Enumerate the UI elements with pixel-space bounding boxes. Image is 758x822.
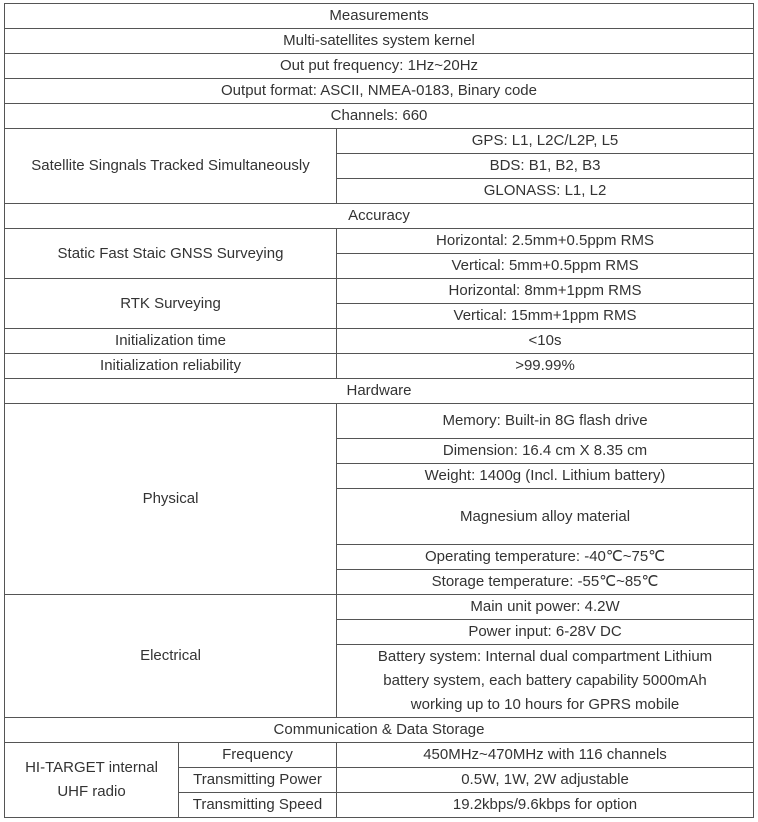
spec-row xyxy=(5,129,754,154)
section-header-hardware: Hardware xyxy=(5,379,754,404)
transmit-speed-value: 19.2kbps/9.6kbps for option xyxy=(337,793,754,818)
spec-row xyxy=(5,29,754,54)
frequency-cell: Out put frequency: 1Hz~20Hz xyxy=(5,54,754,79)
glonass-value: GLONASS: L1, L2 xyxy=(337,179,754,204)
spec-row xyxy=(5,743,754,768)
section-header-accuracy: Accuracy xyxy=(5,204,754,229)
uhf-radio-label-line: HI-TARGET internal xyxy=(25,759,158,776)
transmit-power-label: Transmitting Power xyxy=(179,768,337,793)
dimension-value: Dimension: 16.4 cm X 8.35 cm xyxy=(337,439,754,464)
radio-frequency-value: 450MHz~470MHz with 116 channels xyxy=(337,743,754,768)
section-header-measurements: Measurements xyxy=(5,4,754,29)
power-input-value: Power input: 6-28V DC xyxy=(337,620,754,645)
spec-row xyxy=(5,595,754,620)
spec-row xyxy=(5,404,754,439)
section-row-measurements xyxy=(5,4,754,29)
init-reliability-label: Initialization reliability xyxy=(5,354,337,379)
spec-row xyxy=(5,104,754,129)
uhf-radio-label-line: UHF radio xyxy=(57,783,126,800)
spec-table xyxy=(4,3,754,818)
static-horizontal-value: Horizontal: 2.5mm+0.5ppm RMS xyxy=(337,229,754,254)
init-time-label: Initialization time xyxy=(5,329,337,354)
main-power-value: Main unit power: 4.2W xyxy=(337,595,754,620)
rtk-survey-label: RTK Surveying xyxy=(5,279,337,329)
rtk-horizontal-value: Horizontal: 8mm+1ppm RMS xyxy=(337,279,754,304)
init-reliability-value: >99.99% xyxy=(337,354,754,379)
weight-value: Weight: 1400g (Incl. Lithium battery) xyxy=(337,464,754,489)
section-header-communication: Communication & Data Storage xyxy=(5,718,754,743)
section-row-hardware xyxy=(5,379,754,404)
spec-row xyxy=(5,354,754,379)
storage-temp-value: Storage temperature: -55℃~85℃ xyxy=(337,570,754,595)
spec-row xyxy=(5,54,754,79)
memory-value: Memory: Built-in 8G flash drive xyxy=(337,404,754,439)
spec-row xyxy=(5,329,754,354)
transmit-power-value: 0.5W, 1W, 2W adjustable xyxy=(337,768,754,793)
kernel-cell: Multi-satellites system kernel xyxy=(5,29,754,54)
battery-line: working up to 10 hours for GPRS mobile xyxy=(410,696,680,713)
section-row-accuracy xyxy=(5,204,754,229)
static-vertical-value: Vertical: 5mm+0.5ppm RMS xyxy=(337,254,754,279)
static-survey-label: Static Fast Staic GNSS Surveying xyxy=(5,229,337,279)
radio-frequency-label: Frequency xyxy=(179,743,337,768)
spec-row xyxy=(5,279,754,304)
bds-value: BDS: B1, B2, B3 xyxy=(337,154,754,179)
material-value: Magnesium alloy material xyxy=(337,489,754,545)
section-row-communication xyxy=(5,718,754,743)
rtk-vertical-value: Vertical: 15mm+1ppm RMS xyxy=(337,304,754,329)
spec-row xyxy=(5,79,754,104)
init-time-value: <10s xyxy=(337,329,754,354)
satellite-signals-label: Satellite Singnals Tracked Simultaneously xyxy=(5,129,337,204)
uhf-radio-label xyxy=(5,743,179,818)
physical-label: Physical xyxy=(5,404,337,595)
battery-system-value xyxy=(337,645,754,718)
operating-temp-value: Operating temperature: -40℃~75℃ xyxy=(337,545,754,570)
spec-row xyxy=(5,229,754,254)
battery-line: battery system, each battery capability 5000mAh xyxy=(383,672,707,689)
transmit-speed-label: Transmitting Speed xyxy=(179,793,337,818)
gps-value: GPS: L1, L2C/L2P, L5 xyxy=(337,129,754,154)
channels-cell: Channels: 660 xyxy=(5,104,754,129)
electrical-label: Electrical xyxy=(5,595,337,718)
format-cell: Output format: ASCII, NMEA-0183, Binary code xyxy=(5,79,754,104)
battery-line: Battery system: Internal dual compartment Lithium xyxy=(377,648,713,665)
